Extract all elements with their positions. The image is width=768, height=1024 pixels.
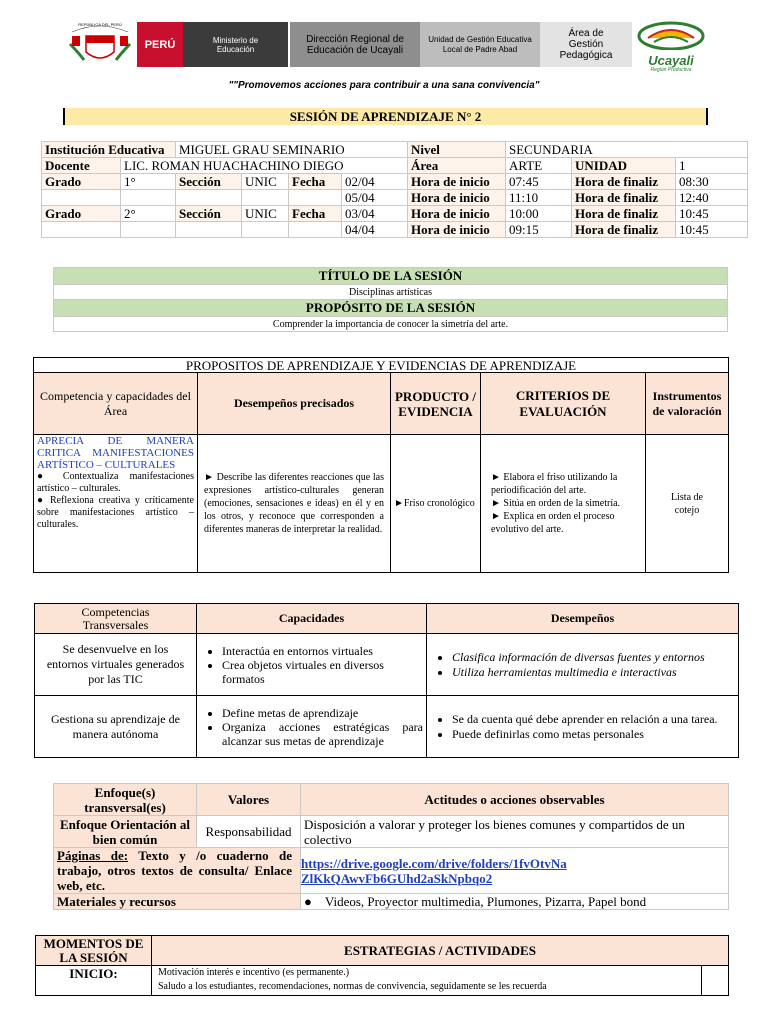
col-producto: PRODUCTO / EVIDENCIA xyxy=(391,373,481,435)
peru-shield-logo xyxy=(64,22,136,68)
inicio-label: INICIO: xyxy=(36,966,152,996)
hora-final-label: Hora de finaliz xyxy=(572,206,676,222)
desempenos-tic xyxy=(427,634,739,696)
grado-label: Grado xyxy=(42,206,121,222)
col-capacidades: Capacidades xyxy=(197,604,427,634)
nivel-label: Nivel xyxy=(408,142,506,158)
col-actitudes: Actitudes o acciones observables xyxy=(301,784,729,816)
col-criterios: CRITERIOS DE EVALUACIÓN xyxy=(481,373,646,435)
instrumento-cell: Lista de cotejo xyxy=(646,435,729,573)
hora-final-value: 12:40 xyxy=(676,190,748,206)
seccion-value: UNIC xyxy=(242,174,289,190)
grado-value xyxy=(121,190,176,206)
hora-inicio-value: 09:15 xyxy=(506,222,572,238)
paginas-text: Texto y /o cuaderno de trabajo, otros textos de consulta/ Enlace web, etc. xyxy=(57,848,293,893)
link-cell xyxy=(301,848,729,894)
capacidad-item: • Organiza acciones estratégicas para alcanzar sus metas de aprendizaje xyxy=(222,720,423,748)
unidad-value: 1 xyxy=(676,158,748,174)
session-title: SESIÓN DE APRENDIZAJE N° 2 xyxy=(63,108,708,125)
competencia-cell xyxy=(34,435,198,573)
col-instrumentos: Instrumentos de valoración xyxy=(646,373,729,435)
paginas-label: Páginas de: xyxy=(57,848,129,863)
proposito-label: PROPÓSITO DE LA SESIÓN xyxy=(54,300,728,317)
area-label: Área xyxy=(408,158,506,174)
desempeno-item: • Utiliza herramientas multimedia e interactivas xyxy=(452,665,735,680)
hora-final-value: 08:30 xyxy=(676,174,748,190)
transversales-table xyxy=(34,603,739,758)
enfoque-table xyxy=(53,783,729,910)
fecha-value: 03/04 xyxy=(342,206,408,222)
nivel-value: SECUNDARIA xyxy=(506,142,748,158)
fecha-value: 02/04 xyxy=(342,174,408,190)
hora-final-label: Hora de finaliz xyxy=(572,190,676,206)
inicio-line: Motivación interés e incentivo (es permanente.) xyxy=(158,967,350,978)
titulo-value: Disciplinas artísticas xyxy=(54,285,728,300)
slogan: ""Promovemos acciones para contribuir a una sana convivencia" xyxy=(228,80,540,91)
grado-value xyxy=(121,222,176,238)
capacidad-item: ● Reflexiona creativa y críticamente sobre manifestaciones artístico – culturales. xyxy=(37,495,194,530)
capacidad-item: • Interactúa en entornos virtuales xyxy=(222,644,423,658)
hora-inicio-label: Hora de inicio xyxy=(408,222,506,238)
hora-final-label: Hora de finaliz xyxy=(572,222,676,238)
producto-cell: ►Friso cronológico xyxy=(391,435,481,573)
shield-caption: REPÚBLICA DEL PERÚ xyxy=(78,22,122,27)
capacidad-item: ● Contextualiza manifestaciones artístico – culturales. xyxy=(37,471,194,494)
materiales-value: Videos, Proyector multimedia, Plumones, Pizarra, Papel bond xyxy=(324,894,647,909)
fecha-label: Fecha xyxy=(289,174,342,190)
criterios-cell xyxy=(481,435,646,573)
enfoque-orientacion: Enfoque Orientación al bien común xyxy=(54,816,197,848)
unidad-gestion-label: Unidad de Gestión Educativa Local de Padre Abad xyxy=(420,22,540,67)
col-competencia: Competencia y capacidades del Área xyxy=(34,373,198,435)
capacidades-tic xyxy=(197,634,427,696)
hora-final-value: 10:45 xyxy=(676,222,748,238)
seccion-label: Sección xyxy=(176,206,242,222)
col-estrategias: ESTRATEGIAS / ACTIVIDADES xyxy=(152,936,729,966)
criterio-item: ► Elabora el friso utilizando la periodificación del arte. xyxy=(491,472,618,496)
desempeno-item: • Clasifica información de diversas fuentes y entornos xyxy=(452,650,735,665)
fecha-value: 05/04 xyxy=(342,190,408,206)
direccion-label: Dirección Regional de Educación de Ucayali xyxy=(290,22,420,67)
paginas-cell xyxy=(54,848,301,894)
momentos-table xyxy=(35,935,729,996)
area-gestion-label: Área de Gestión Pedagógica xyxy=(540,22,632,67)
actitud-value: Disposición a valorar y proteger los bienes comunes y compartidos de un colectivo xyxy=(301,816,729,848)
inicio-line: Saludo a los estudiantes, recomendaciones, normas de convivencia, seguidamente se les recuerda xyxy=(158,981,547,992)
hora-final-value: 10:45 xyxy=(676,206,748,222)
desempeno-item: • Puede definirlas como metas personales xyxy=(452,727,735,742)
competencia-autonoma: Gestiona su aprendizaje de manera autónoma xyxy=(35,696,197,758)
grado-value: 1° xyxy=(121,174,176,190)
ie-value: MIGUEL GRAU SEMINARIO xyxy=(176,142,408,158)
titulo-label: TÍTULO DE LA SESIÓN xyxy=(54,268,728,285)
valor-responsabilidad: Responsabilidad xyxy=(197,816,301,848)
hora-inicio-value: 11:10 xyxy=(506,190,572,206)
capacidad-item: • Define metas de aprendizaje xyxy=(222,706,423,720)
grado-value: 2° xyxy=(121,206,176,222)
grado-label: Grado xyxy=(42,174,121,190)
area-value: ARTE xyxy=(506,158,572,174)
titulo-table xyxy=(53,267,728,332)
materiales-label: Materiales y recursos xyxy=(54,894,301,910)
col-enfoque: Enfoque(s) transversal(es) xyxy=(54,784,197,816)
propositos-table xyxy=(33,357,729,573)
hora-inicio-value: 07:45 xyxy=(506,174,572,190)
ucayali-logo-sub: Región Productiva xyxy=(650,67,692,73)
hora-final-label: Hora de finaliz xyxy=(572,174,676,190)
seccion-label: Sección xyxy=(176,174,242,190)
ministerio-label: Ministerio de Educación xyxy=(183,22,288,67)
ie-label: Institución Educativa xyxy=(42,142,176,158)
col-momentos: MOMENTOS DE LA SESIÓN xyxy=(36,936,152,966)
criterio-item: ► Sitúa en orden de la simetría. xyxy=(491,498,621,509)
unidad-label: UNIDAD xyxy=(572,158,676,174)
col-competencias-transversales: Competencias Transversales xyxy=(35,604,197,634)
hora-inicio-label: Hora de inicio xyxy=(408,174,506,190)
desempenos-autonoma xyxy=(427,696,739,758)
col-valores: Valores xyxy=(197,784,301,816)
seccion-value xyxy=(242,222,289,238)
capacidades-autonoma xyxy=(197,696,427,758)
criterio-item: ► Explica en orden el proceso evolutivo del arte. xyxy=(491,511,615,535)
col-desempenos: Desempeños precisados xyxy=(198,373,391,435)
desempeno-item: • Se da cuenta qué debe aprender en relación a una tarea. xyxy=(452,712,735,727)
seccion-value: UNIC xyxy=(242,206,289,222)
seccion-value xyxy=(242,190,289,206)
propositos-title: PROPOSITOS DE APRENDIZAJE Y EVIDENCIAS DE APRENDIZAJE xyxy=(34,358,729,373)
inicio-activities xyxy=(152,966,702,996)
col-desempenos-transversales: Desempeños xyxy=(427,604,739,634)
docente-value: LIC. ROMAN HUACHACHINO DIEGO xyxy=(121,158,408,174)
peru-label: PERÚ xyxy=(137,22,183,67)
desempeno-cell: ► Describe las diferentes reacciones que las expresiones artístico-culturales generan (emociones, sensaciones e ideas) en él y en los otros, y reconoce que corresponden a diferentes maneras de interpretar la realidad. xyxy=(198,435,391,573)
proposito-value: Comprender la importancia de conocer la simetría del arte. xyxy=(54,317,728,332)
competencia-title: APRECIA DE MANERA CRITICA MANIFESTACIONES ARTÍSTICO – CULTURALES xyxy=(37,435,194,471)
hora-inicio-label: Hora de inicio xyxy=(408,206,506,222)
capacidad-item: • Crea objetos virtuales en diversos formatos xyxy=(222,658,423,686)
fecha-label: Fecha xyxy=(289,206,342,222)
competencia-tic: Se desenvuelve en los entornos virtuales generados por las TIC xyxy=(35,634,197,696)
docente-label: Docente xyxy=(42,158,121,174)
materiales-cell: ● Videos, Proyector multimedia, Plumones, Pizarra, Papel bond xyxy=(301,894,729,910)
info-table xyxy=(41,141,748,238)
drive-link[interactable]: https://drive.google.com/drive/folders/1fvOtvNaZlKkQAwvFb6GUhd2aSkNpbqo2 xyxy=(301,855,567,886)
ucayali-logo xyxy=(636,20,706,73)
hora-inicio-label: Hora de inicio xyxy=(408,190,506,206)
ucayali-emblem-icon xyxy=(636,20,706,50)
fecha-value: 04/04 xyxy=(342,222,408,238)
hora-inicio-value: 10:00 xyxy=(506,206,572,222)
ucayali-logo-text: Ucayali xyxy=(648,53,694,68)
